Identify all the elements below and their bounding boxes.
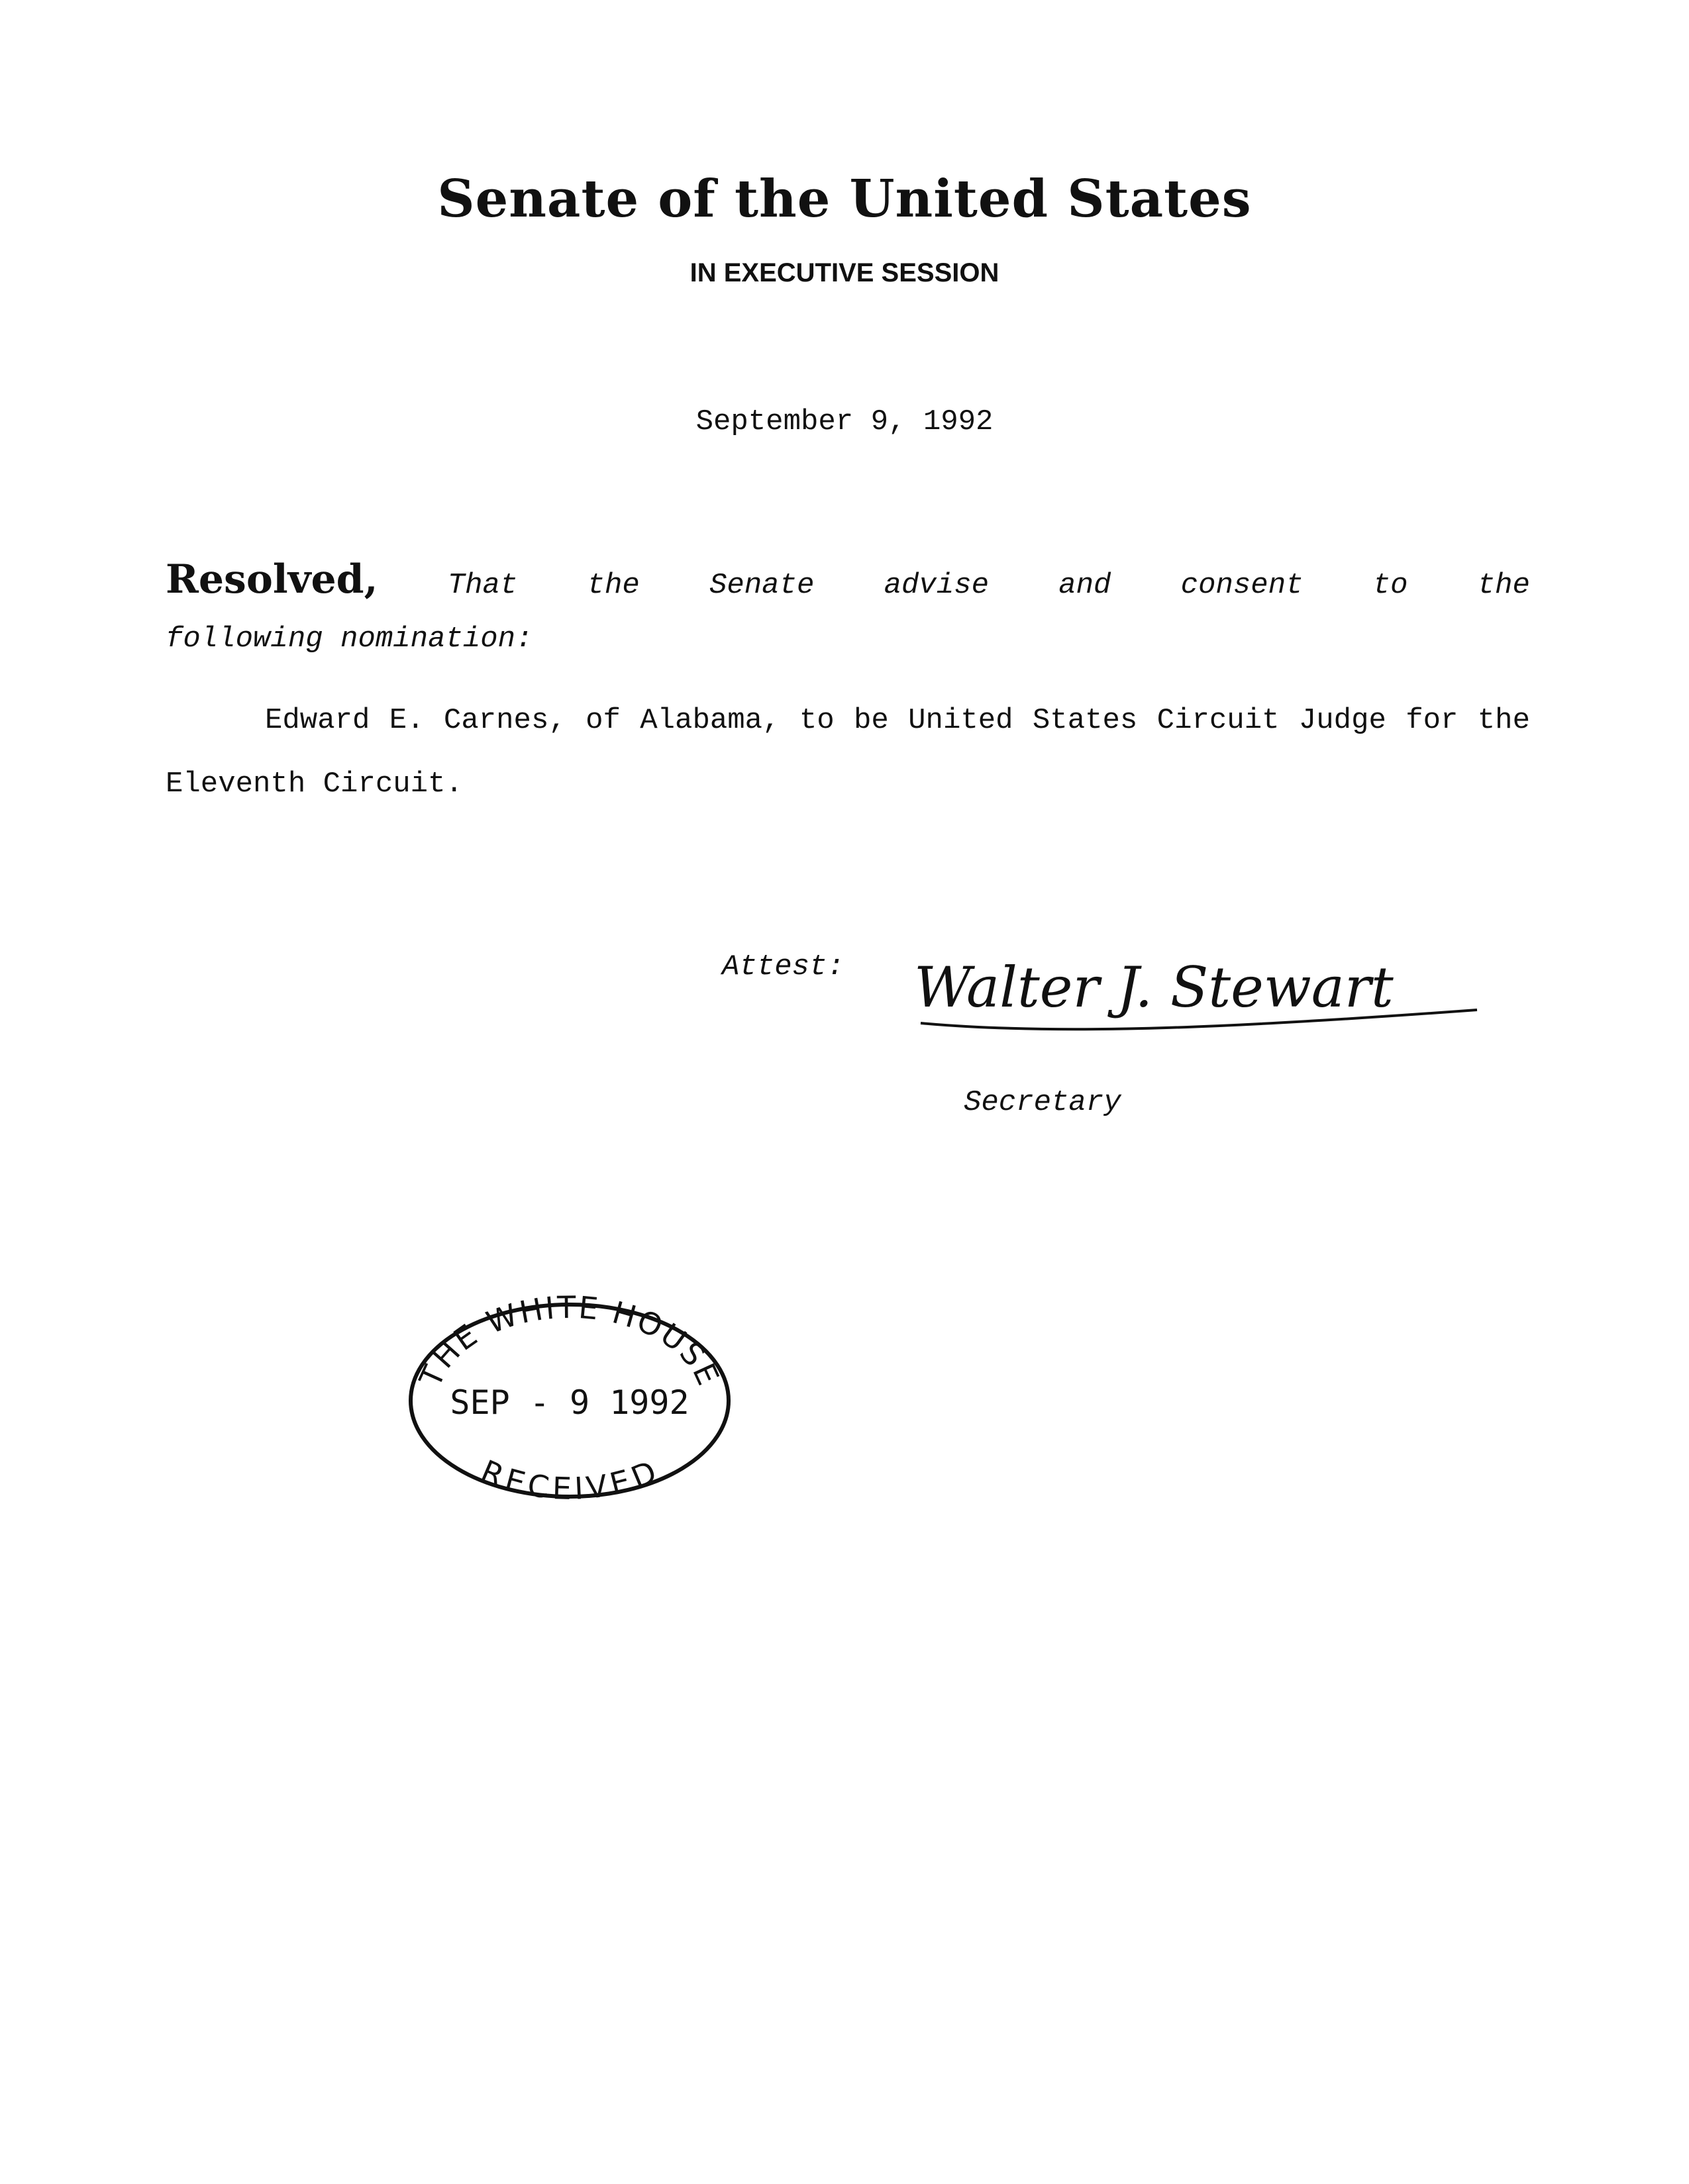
nomination-paragraph: Edward E. Carnes, of Alabama, to be United States Circuit Judge for the Eleventh Circuit. [166,704,1530,801]
attest-label: Attest: [722,950,844,983]
secretary-title: Secretary [964,1086,1121,1119]
resolution-word: Senate [709,569,815,602]
session-subtitle: IN EXECUTIVE SESSION [690,258,999,287]
resolution-second-line: following nomination: [166,622,533,656]
resolution-first-line [166,556,1530,603]
resolution-word: the [587,569,640,602]
signature-text: Walter J. Stewart [914,955,1394,1020]
resolution-word: and [1058,569,1111,602]
white-house-received-stamp [397,1291,742,1510]
resolution-word: That [447,569,518,602]
resolved-word: Resolved, [166,556,378,603]
resolution-word: advise [884,569,990,602]
stamp-bottom-text: RECEIVED [476,1452,664,1507]
signature [907,927,1490,1073]
resolution-word: to [1372,569,1408,602]
document-title: Senate of the United States [437,169,1252,229]
resolution-word: consent [1180,569,1304,602]
resolution-date: September 9, 1992 [695,405,994,438]
stamp-top-text: THE WHITE HOUSE [412,1291,727,1393]
stamp-date: SEP - 9 1992 [450,1383,690,1422]
resolution-word: the [1477,569,1530,602]
